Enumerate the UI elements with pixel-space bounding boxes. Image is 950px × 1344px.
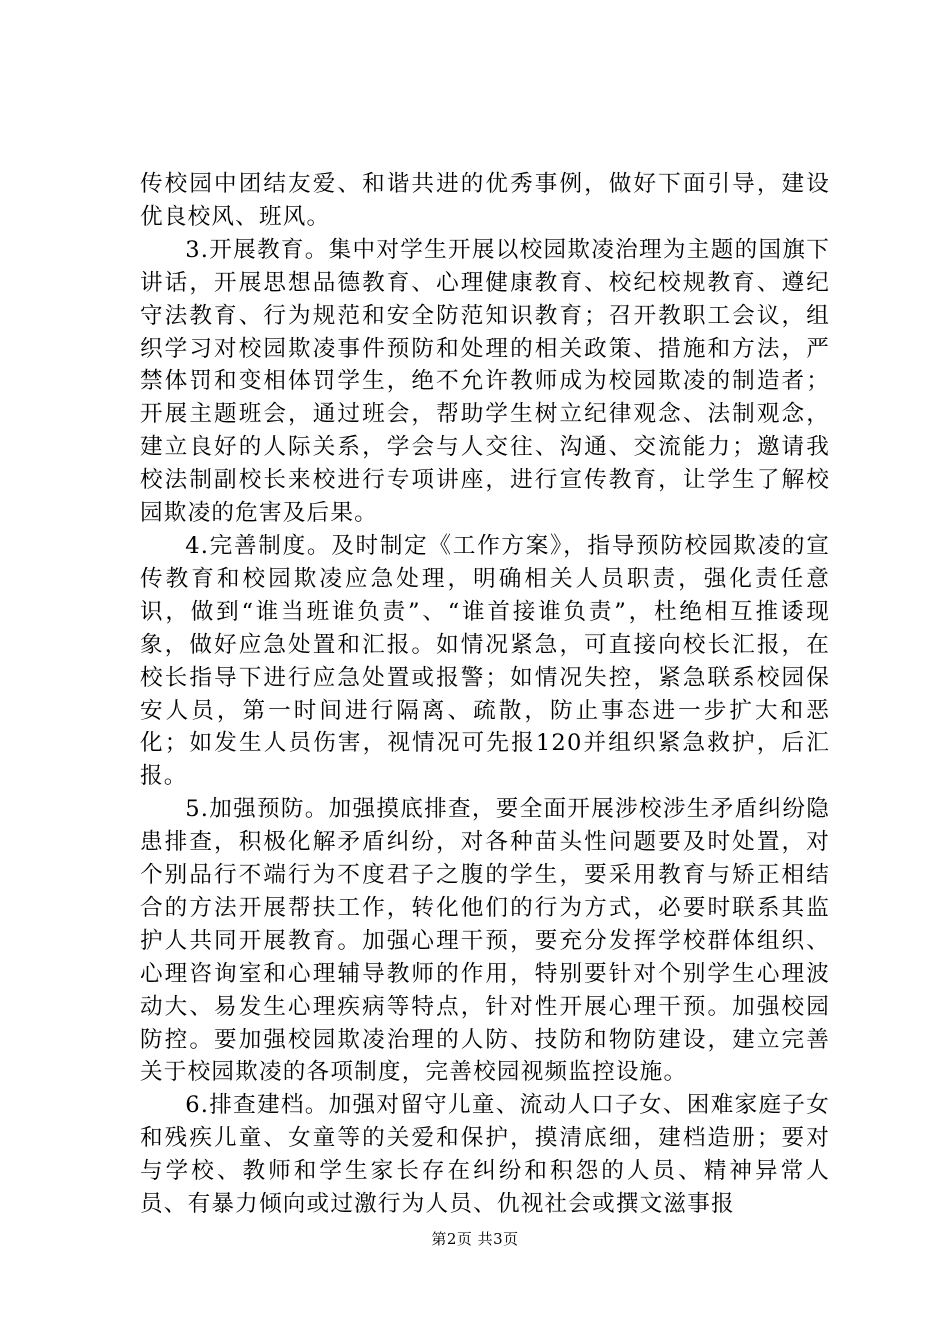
page-number-footer: 第2页 共3页: [431, 1230, 519, 1248]
paragraph-3-education: 3.开展教育。集中对学生开展以校园欺凌治理为主题的国旗下讲话，开展思想品德教育、心理健康教育、校纪校规教育、遵纪守法教育、行为规范和安全防范知识教育；召开教职工会议，组织学习对校园欺凌事件预防和处理的相关政策、措施和方法，严禁体罚和变相体罚学生，绝不允许教师成为校园欺凌的制造者；开展主题班会，通过班会，帮助学生树立纪律观念、法制观念，建立良好的人际关系，学会与人交往、沟通、交流能力；邀请我校法制副校长来校进行专项讲座，进行宣传教育，让学生了解校园欺凌的危害及后果。: [140, 236, 830, 527]
document-body: [140, 168, 830, 1221]
paragraph-continued: 传校园中团结友爱、和谐共进的优秀事例，做好下面引导，建设优良校风、班风。: [140, 171, 830, 230]
paragraph-6-records: 6.排查建档。加强对留守儿童、流动人口子女、困难家庭子女和残疾儿童、女童等的关爱和保护，摸清底细，建档造册；要对与学校、教师和学生家长存在纠纷和积怨的人员、精神异常人员、有暴力倾向或过激行为人员、仇视社会或撰文滋事报: [140, 1092, 830, 1218]
paragraph-4-system: 4.完善制度。及时制定《工作方案》，指导预防校园欺凌的宣传教育和校园欺凌应急处理，明确相关人员职责，强化责任意识，做到“谁当班谁负责”、“谁首接谁负责”，杜绝相互推诿现象，做好应急处置和汇报。如情况紧急，可直接向校长汇报，在校长指导下进行应急处置或报警；如情况失控，紧急联系校园保安人员，第一时间进行隔离、疏散，防止事态进一步扩大和恶化；如发生人员伤害，视情况可先报120并组织紧急救护，后汇报。: [140, 532, 830, 790]
paragraph-5-prevention: 5.加强预防。加强摸底排查，要全面开展涉校涉生矛盾纠纷隐患排查，积极化解矛盾纠纷，对各种苗头性问题要及时处置，对个别品行不端行为不度君子之腹的学生，要采用教育与矫正相结合的方法开展帮扶工作，转化他们的行为方式，必要时联系其监护人共同开展教育。加强心理干预，要充分发挥学校群体组织、心理咨询室和心理辅导教师的作用，特别要针对个别学生心理波动大、易发生心理疾病等特点，针对性开展心理干预。加强校园防控。要加强校园欺凌治理的人防、技防和物防建设，建立完善关于校园欺凌的各项制度，完善校园视频监控设施。: [140, 796, 830, 1086]
